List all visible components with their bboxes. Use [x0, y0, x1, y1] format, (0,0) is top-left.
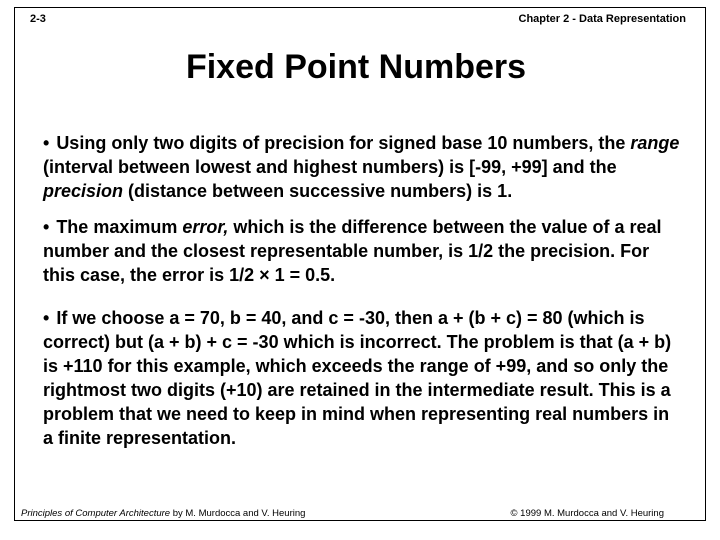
bullet-dot-icon: •	[43, 217, 50, 237]
bullet-list	[43, 131, 683, 462]
bullet-text: (interval between lowest and highest numbers) is [-99, +99] and the	[43, 157, 617, 177]
bullet-text: The maximum	[56, 217, 183, 237]
book-authors: by M. Murdocca and V. Heuring	[170, 508, 306, 519]
bullet-example	[43, 306, 683, 450]
slide-number: 2-3	[30, 13, 46, 25]
bullet-error	[43, 215, 683, 287]
term-error: error,	[182, 217, 229, 237]
bullet-dot-icon: •	[43, 133, 50, 153]
slide-title: Fixed Point Numbers	[185, 48, 527, 86]
chapter-title: Chapter 2 - Data Representation	[518, 13, 686, 25]
bullet-dot-icon: •	[43, 308, 50, 328]
term-precision: precision	[43, 181, 124, 201]
bullet-text: which is the difference between the value of a real number and the closest representable number, is 1/2 the precision. For this case, the error is 1/2 × 1 = 0.5.	[43, 217, 662, 285]
book-title: Principles of Computer Architecture	[21, 508, 171, 519]
bullet-text: (distance between successive numbers) is 1.	[123, 181, 513, 201]
bullet-text: Using only two digits of precision for signed base 10 numbers, the	[56, 133, 631, 153]
bullet-range-precision	[43, 131, 683, 203]
bullet-text: If we choose a = 70, b = 40, and c = -30, then a + (b + c) = 80 (which is correct) but (a + b) + c = -30 which is incorrect. The problem is that (a + b) is +110 for this example, which exceeds the range of +99, and so only the rightmost two digits (+10) are retained in the intermediate result. This is a problem that we need to keep in mind when representing real numbers in a finite representation.	[43, 308, 672, 448]
footer-citation	[21, 508, 305, 519]
term-range: range	[630, 133, 680, 153]
footer-copyright: © 1999 M. Murdocca and V. Heuring	[510, 508, 664, 519]
